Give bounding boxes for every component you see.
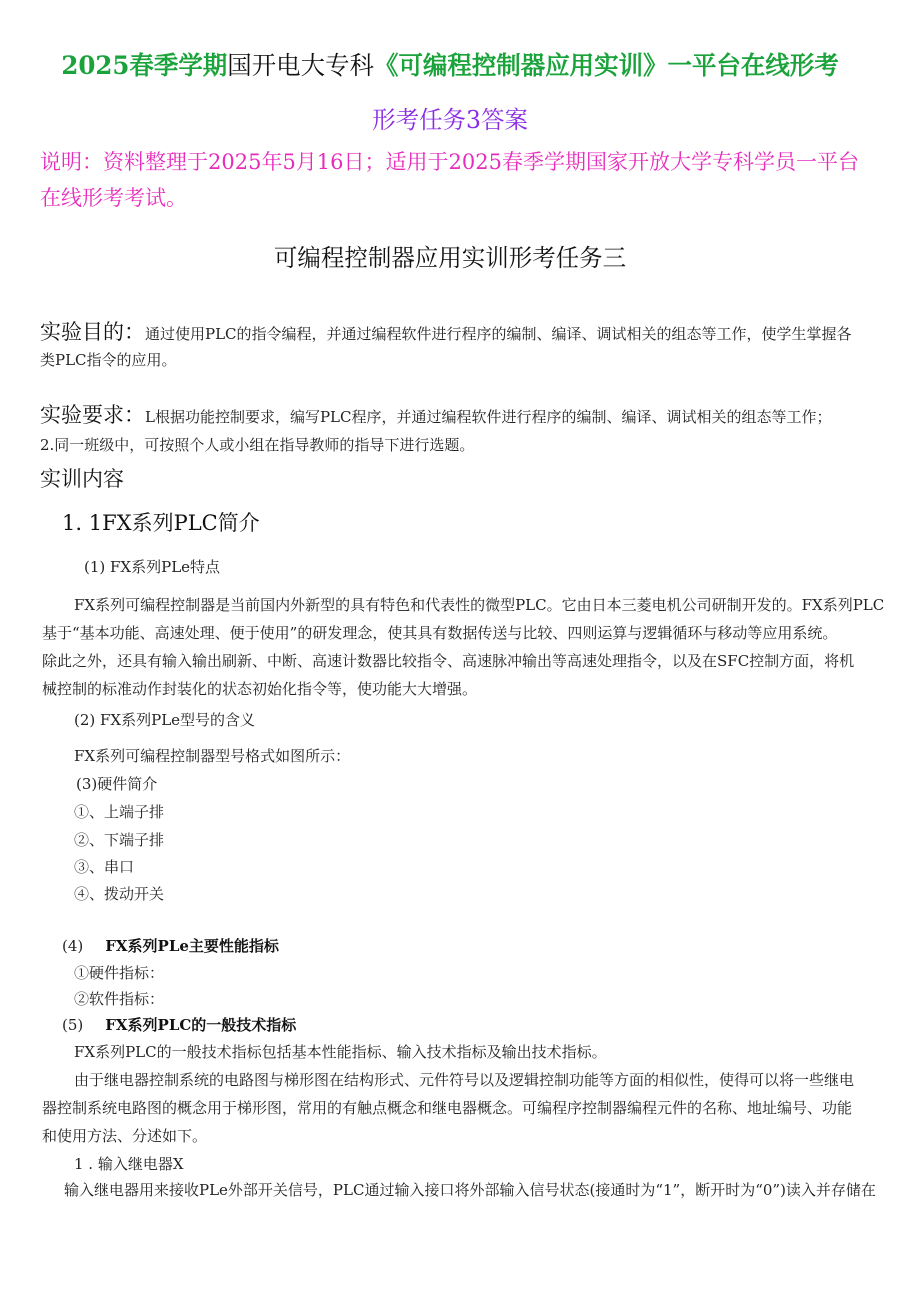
para-line: 器控制系统电路图的概念用于梯形图，常用的有触点概念和继电器概念。可编程序控制器编程元件的名称、地址编号、功能 <box>42 1099 853 1117</box>
objective-text: 通过使用PLC的指令编程，并通过编程软件进行程序的编制、编译、调试相关的组态等工作，使学生掌握各 <box>145 325 852 343</box>
requirement-line-2: 2.同一班级中，可按照个人或小组在指导教师的指导下进行选题。 <box>40 436 475 454</box>
list-item: ②、下端子排 <box>74 831 165 849</box>
subheading-number: (4) <box>62 937 84 955</box>
list-item: ③、串口 <box>74 858 135 876</box>
model-text: FX系列可编程控制器型号格式如图所示： <box>74 747 351 765</box>
para-line: 基于“基本功能、高速处理、便于使用”的研发理念，使其具有数据传送与比较、四则运算与逻辑循环与移动等应用系统。 <box>42 624 838 642</box>
objective-line-2: 类PLC指令的应用。 <box>40 351 177 369</box>
list-item: ④、拨动开关 <box>74 885 165 903</box>
section-heading: 1. 1FX系列PLC简介 <box>62 511 260 535</box>
para-line: 除此之外，还具有输入输出刷新、中断、高速计数器比较指令、高速脉冲输出等高速处理指令，以及在SFC控制方面，将机 <box>42 652 855 670</box>
subheading-performance <box>62 935 279 956</box>
document-title <box>0 46 900 82</box>
note-line-2: 在线形考考试。 <box>40 186 187 210</box>
subheading-model: (2) FX系列PLe型号的含义 <box>74 711 256 729</box>
para-line: FX系列可编程控制器是当前国内外新型的具有特色和代表性的微型PLC。它由日本三菱电机公司研制开发的。FX系列PLC <box>74 596 885 614</box>
document-subtitle: 形考任务3答案 <box>372 106 528 134</box>
list-item: ①、上端子排 <box>74 803 165 821</box>
para-line: 械控制的标准动作封装化的状态初始化指令等，使功能大大增强。 <box>42 680 478 698</box>
list-item: ①硬件指标： <box>74 964 165 982</box>
subheading-features: (1) FX系列PLe特点 <box>84 558 221 576</box>
item-input-relay: 1 . 输入继电器X <box>74 1155 184 1173</box>
para-line: FX系列PLC的一般技术指标包括基本性能指标、输入技术指标及输出技术指标。 <box>74 1043 607 1061</box>
main-heading: 可编程控制器应用实训形考任务三 <box>273 244 627 272</box>
subheading-text: FX系列PLe主要性能指标 <box>105 937 279 955</box>
subheading-hardware: (3)硬件简介 <box>76 775 158 793</box>
content-heading: 实训内容 <box>40 467 124 491</box>
requirement-text: L根据功能控制要求，编写PLC程序，并通过编程软件进行程序的编制、编译、调试相关的组态等工作； <box>145 408 832 426</box>
para-line: 和使用方法、分述如下。 <box>42 1127 208 1145</box>
title-term: 2025春季学期 <box>61 51 228 80</box>
subheading-technical <box>62 1014 296 1035</box>
title-course: 《可编程控制器应用实训》一平台在线形考 <box>374 51 839 80</box>
subheading-number: (5) <box>62 1016 84 1034</box>
para-line: 由于继电器控制系统的电路图与梯形图在结构形式、元件符号以及逻辑控制功能等方面的相似性，使得可以将一些继电 <box>74 1071 855 1089</box>
requirement-line-1 <box>40 399 832 429</box>
subheading-text: FX系列PLC的一般技术指标 <box>105 1016 297 1034</box>
objective-line-1 <box>40 316 852 346</box>
note-line-1: 说明：资料整理于2025年5月16日；适用于2025春季学期国家开放大学专科学员一平台 <box>40 150 859 174</box>
list-item: ②软件指标： <box>74 990 165 1008</box>
requirement-label: 实验要求： <box>40 403 145 427</box>
title-school: 国开电大专科 <box>227 51 375 80</box>
para-line: 输入继电器用来接收PLe外部开关信号，PLC通过输入接口将外部输入信号状态(接通时为“1”，断开时为“0”)读入并存储在 <box>64 1181 876 1199</box>
objective-label: 实验目的： <box>40 320 145 344</box>
